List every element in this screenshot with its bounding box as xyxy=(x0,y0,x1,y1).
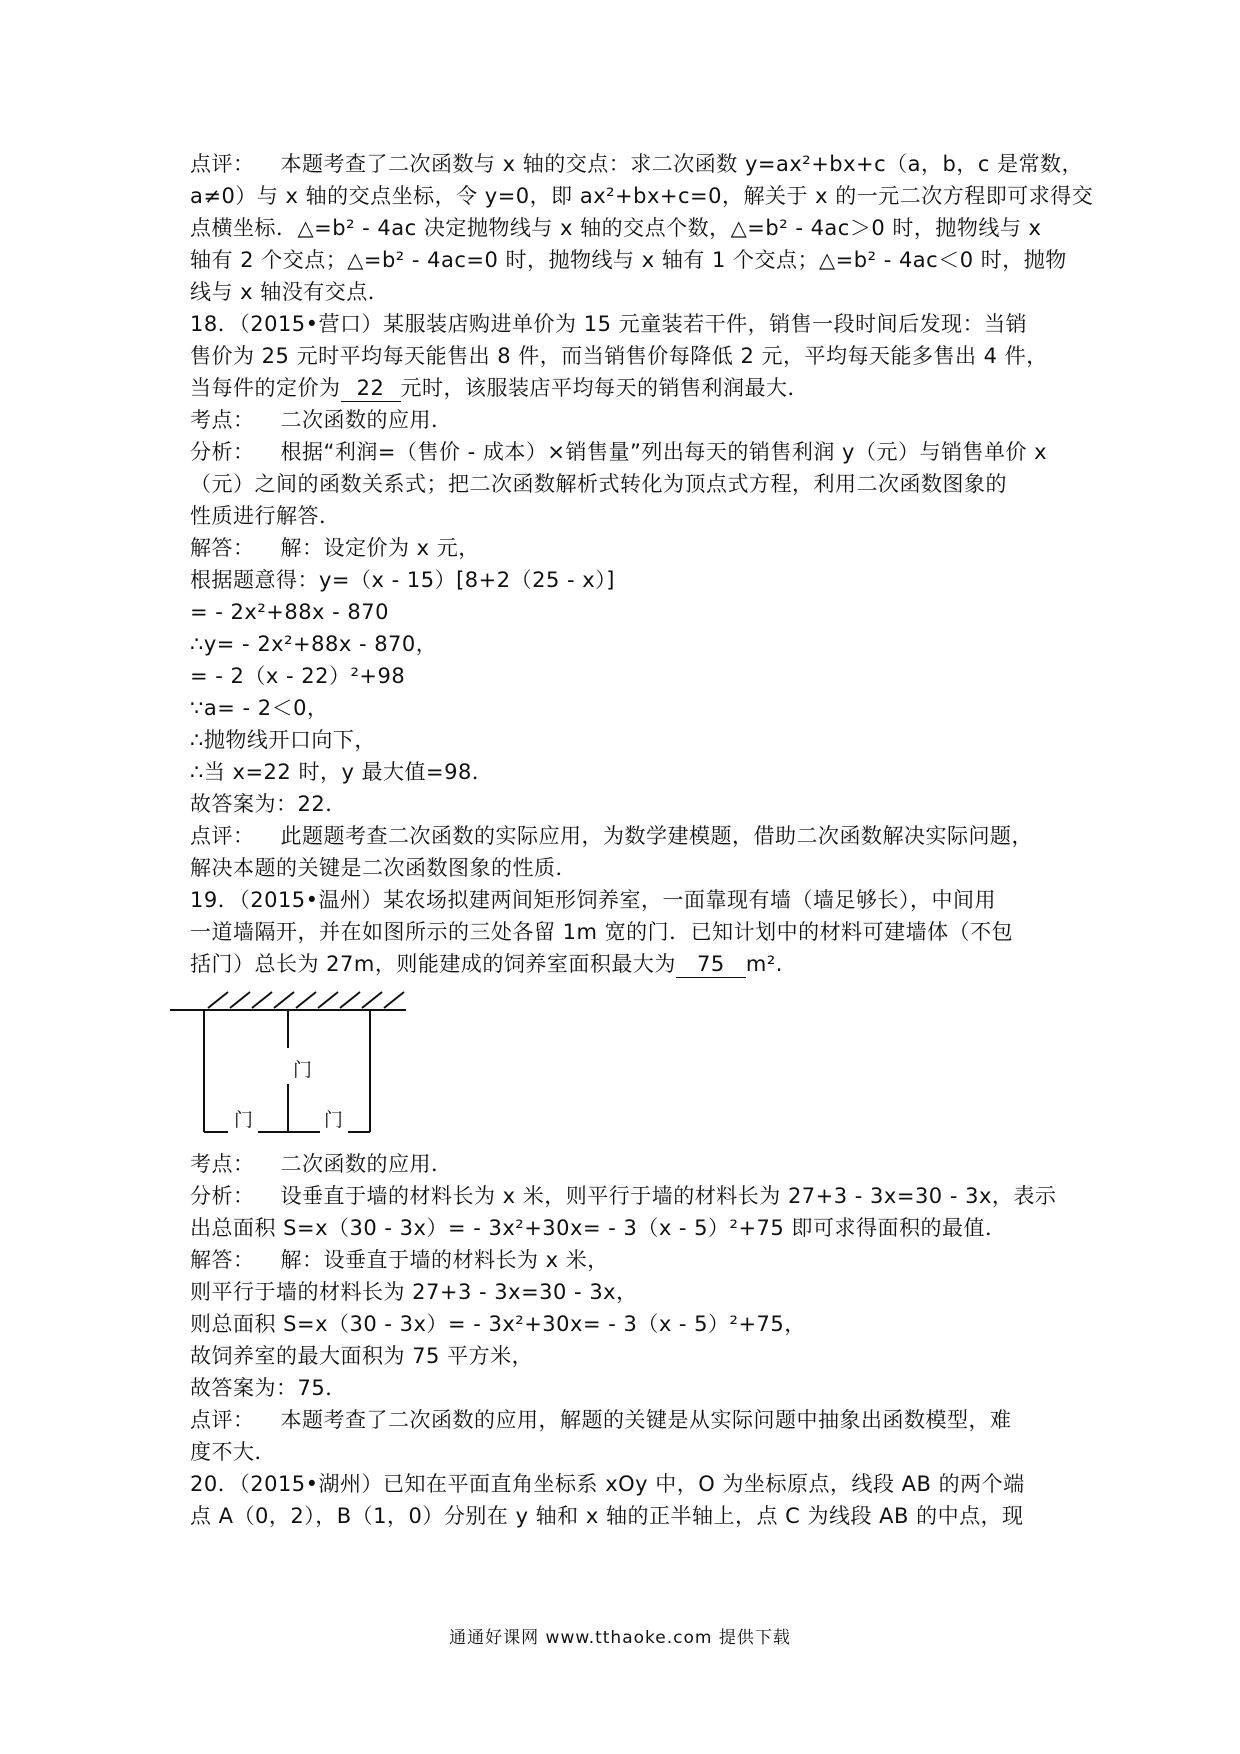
page-footer: 通通好课网 www.tthaoke.com 提供下载 xyxy=(449,1628,791,1648)
point-label: 考点： xyxy=(190,1152,255,1176)
enclosure-walls xyxy=(204,1010,370,1132)
q18-point xyxy=(190,404,453,436)
solution-label: 解答： xyxy=(190,536,255,560)
q19-solution-line: 故答案为：75． xyxy=(190,1376,347,1400)
q18-comment-line-2: 解决本题的关键是二次函数图象的性质． xyxy=(190,856,577,880)
q18-stem-line-2: 售价为 25 元时平均每天能售出 8 件，而当销售价每降低 2 元，平均每天能多售出 4 件， xyxy=(190,344,1048,368)
q19-solution-line: 则平行于墙的材料长为 27+3 - 3x=30 - 3x， xyxy=(190,1280,638,1304)
door-label-left: 门 xyxy=(234,1109,254,1131)
q18-solution-line: ∴当 x=22 时，y 最大值=98． xyxy=(190,760,494,784)
q18-solution-line: ∴y= - 2x²+88x - 870， xyxy=(190,632,438,656)
q18-solution-first: 解：设定价为 x 元， xyxy=(280,536,480,560)
q19-stem-text-end: m². xyxy=(745,952,783,976)
q18-solution-line: = - 2x²+88x - 870 xyxy=(190,600,389,624)
existing-wall xyxy=(170,992,406,1010)
q18-analysis-line-1: 根据“利润=（售价 - 成本）×销售量”列出每天的销售利润 y（元）与销售单价 x xyxy=(280,440,1048,464)
q17-comment-line-1: 本题考查了二次函数与 x 轴的交点：求二次函数 y=ax²+bx+c（a，b，c 是常数， xyxy=(280,152,1084,176)
q19-stem-line-2: 一道墙隔开，并在如图所示的三处各留 1m 宽的门．已知计划中的材料可建墙体（不包 xyxy=(190,920,1014,944)
q19-comment-line-1: 本题考查了二次函数的应用，解题的关键是从实际问题中抽象出函数模型，难 xyxy=(280,1408,1012,1432)
q19-answer-blank: 75 xyxy=(676,951,746,978)
q18-stem-text-end: 元时，该服装店平均每天的销售利润最大． xyxy=(400,376,809,400)
q19-analysis xyxy=(190,1180,1056,1212)
q18-solution-line: ∴抛物线开口向下， xyxy=(190,728,376,752)
q18-solution-line: 根据题意得：y=（x - 15）[8+2（25 - x）] xyxy=(190,568,615,592)
q19-wall-diagram xyxy=(170,986,420,1136)
q18-solution-line: = - 2（x - 22）²+98 xyxy=(190,664,406,688)
comment-label: 点评： xyxy=(190,824,255,848)
q18-analysis xyxy=(190,436,1047,468)
q19-stem-text: 括门）总长为 27m，则能建成的饲养室面积最大为 xyxy=(190,952,676,976)
q19-stem-line-1: 19．（2015•温州）某农场拟建两间矩形饲养室，一面靠现有墙（墙足够长），中间用 xyxy=(190,888,997,912)
q18-stem-text: 当每件的定价为 xyxy=(190,376,341,400)
comment-label: 点评： xyxy=(190,1408,255,1432)
q19-point xyxy=(190,1148,453,1180)
q19-stem-line-3 xyxy=(190,948,783,980)
q19-solution-line: 则总面积 S=x（30 - 3x）= - 3x²+30x= - 3（x - 5）²+75， xyxy=(190,1312,806,1336)
q18-analysis-line-2: （元）之间的函数关系式；把二次函数解析式转化为顶点式方程，利用二次函数图象的 xyxy=(190,472,1007,496)
analysis-label: 分析： xyxy=(190,440,255,464)
q17-comment-line-3: 点横坐标．△=b² - 4ac 决定抛物线与 x 轴的交点个数，△=b² - 4ac＞0 时，抛物线与 x xyxy=(190,216,1042,240)
q19-comment-line-2: 度不大． xyxy=(190,1440,276,1464)
door-label-middle: 门 xyxy=(293,1059,313,1081)
q19-analysis-line-2: 出总面积 S=x（30 - 3x）= - 3x²+30x= - 3（x - 5）²+75 即可求得面积的最值． xyxy=(190,1216,1007,1240)
q18-solution-line: 故答案为：22． xyxy=(190,792,347,816)
q18-point-text: 二次函数的应用． xyxy=(280,408,453,432)
q17-comment-line-4: 轴有 2 个交点；△=b² - 4ac=0 时，抛物线与 x 轴有 1 个交点；△=b² - 4ac＜0 时，抛物 xyxy=(190,248,1067,272)
q19-comment xyxy=(190,1404,1012,1436)
q17-comment-line-2: a≠0）与 x 轴的交点坐标，令 y=0，即 ax²+bx+c=0，解关于 x 的一元二次方程即可求得交 xyxy=(190,184,1094,208)
point-label: 考点： xyxy=(190,408,255,432)
analysis-label: 分析： xyxy=(190,1184,255,1208)
q18-analysis-line-3: 性质进行解答． xyxy=(190,504,341,528)
q18-stem-line-1: 18．（2015•营口）某服装店购进单价为 15 元童装若干件，销售一段时间后发现：当销 xyxy=(190,312,1028,336)
q18-comment xyxy=(190,820,1033,852)
q18-solution xyxy=(190,532,480,564)
q18-stem-line-3 xyxy=(190,372,809,404)
door-label-right: 门 xyxy=(324,1109,344,1131)
q20-stem-line-2: 点 A（0，2），B（1，0）分别在 y 轴和 x 轴的正半轴上，点 C 为线段 AB 的中点，现 xyxy=(190,1504,1024,1528)
q19-solution-line: 故饲养室的最大面积为 75 平方米， xyxy=(190,1344,534,1368)
solution-label: 解答： xyxy=(190,1248,255,1272)
q18-answer-blank: 22 xyxy=(341,375,401,402)
q20-stem-line-1: 20．（2015•湖州）已知在平面直角坐标系 xOy 中，O 为坐标原点，线段 AB 的两个端 xyxy=(190,1472,1025,1496)
q18-comment-line-1: 此题题考查二次函数的实际应用，为数学建模题，借助二次函数解决实际问题， xyxy=(280,824,1033,848)
q19-point-text: 二次函数的应用． xyxy=(280,1152,453,1176)
q17-comment-line-5: 线与 x 轴没有交点． xyxy=(190,280,390,304)
comment-label: 点评： xyxy=(190,152,255,176)
q19-solution xyxy=(190,1244,609,1276)
q17-comment xyxy=(190,148,1083,180)
q18-solution-line: ∵a= - 2＜0， xyxy=(190,696,329,720)
q19-solution-first: 解：设垂直于墙的材料长为 x 米， xyxy=(280,1248,609,1272)
q19-analysis-line-1: 设垂直于墙的材料长为 x 米，则平行于墙的材料长为 27+3 - 3x=30 - 3x，表示 xyxy=(280,1184,1057,1208)
